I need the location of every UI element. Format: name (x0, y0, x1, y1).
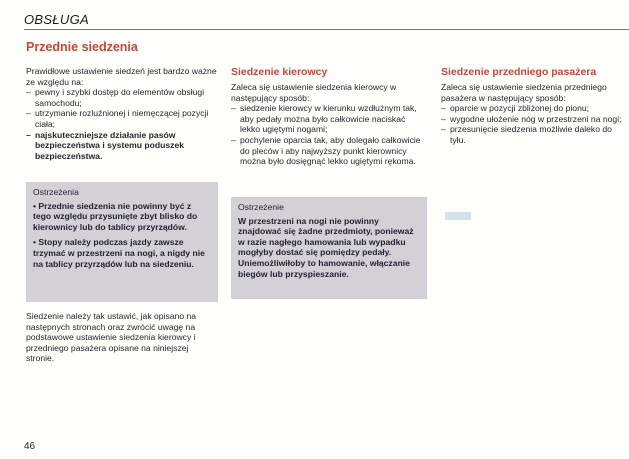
section-header: OBSŁUGA (24, 12, 89, 27)
middle-list-item: – pochylenie oparcia tak, aby dolegało całkowicie do pleców i aby najwyższy punkt kierownicy można było dosięgnąć lekko ugiętymi rękoma. (231, 135, 427, 167)
middle-warning-title: Ostrzeżenie (238, 202, 284, 212)
left-warning-title: Ostrzeżenia (33, 187, 79, 197)
right-list-item: – oparcie w pozycji zbliżonej do pionu; (441, 103, 627, 114)
middle-warning-box (231, 197, 427, 299)
driver-seat-heading: Siedzenie kierowcy (231, 66, 328, 78)
left-list (26, 87, 218, 161)
middle-list (231, 103, 427, 167)
right-column (441, 82, 627, 146)
main-heading: Przednie siedzenia (26, 40, 138, 54)
header-rule (24, 29, 629, 30)
middle-intro: Zaleca się ustawienie siedzenia kierowcy w następujący sposób: (231, 82, 397, 103)
middle-column (231, 82, 427, 167)
left-closing (26, 311, 218, 364)
left-list-item: – utrzymanie rozluźnionej i niemęczącej pozycji ciała; (26, 108, 218, 129)
show-through-bar (445, 212, 471, 220)
page-number: 46 (24, 441, 36, 452)
middle-list-item: – siedzenie kierowcy w kierunku wzdłużnym tak, aby pedały można było całkowicie naciskać lekko ugiętymi nogami; (231, 103, 427, 135)
left-closing-text: Siedzenie należy tak ustawić, jak opisano na następnych stronach oraz zwrócić uwagę na podstawowe ustawienie siedzenia kierowcy i przedniego pasażera opisane na niniejszej stronie. (26, 311, 197, 364)
left-list-item-bold: – najskuteczniejsze działanie pasów bezpieczeństwa i systemu poduszek bezpieczeństwa. (26, 130, 218, 162)
right-list-item: – wygodne ułożenie nóg w przestrzeni na nogi; (441, 114, 627, 125)
right-list (441, 103, 627, 145)
left-intro: Prawidłowe ustawienie siedzeń jest bardzo ważne ze względu na: (26, 66, 217, 87)
middle-warning-text: W przestrzeni na nogi nie powinny znajdować się żadne przedmioty, ponieważ w razie nagłego hamowania lub wypadku mogłyby dostać się pomiędzy pedały. Uniemożliwiłoby to hamowanie, włączanie biegów lub przyspieszanie. (238, 215, 414, 279)
right-list-item: – przesunięcie siedzenia możliwie daleko do tyłu. (441, 124, 627, 145)
left-warning-box (26, 182, 218, 302)
left-warning-item: • Stopy należy podczas jazdy zawsze trzymać w przestrzeni na nogi, a nigdy nie na tablicy przyrządów lub na siedzeniu. (33, 237, 205, 269)
left-column (26, 66, 218, 161)
right-intro: Zaleca się ustawienie siedzenia przedniego pasażera w następujący sposób: (441, 82, 607, 103)
show-through-heading (330, 36, 629, 48)
passenger-seat-heading: Siedzenie przedniego pasażera (441, 66, 597, 78)
left-list-item: – pewny i szybki dostęp do elementów obsługi samochodu; (26, 87, 218, 108)
left-warning-item: • Przednie siedzenia nie powinny być z tego względu przysunięte zbyt blisko do kierownicy lub do tablicy przyrządów. (33, 200, 198, 232)
